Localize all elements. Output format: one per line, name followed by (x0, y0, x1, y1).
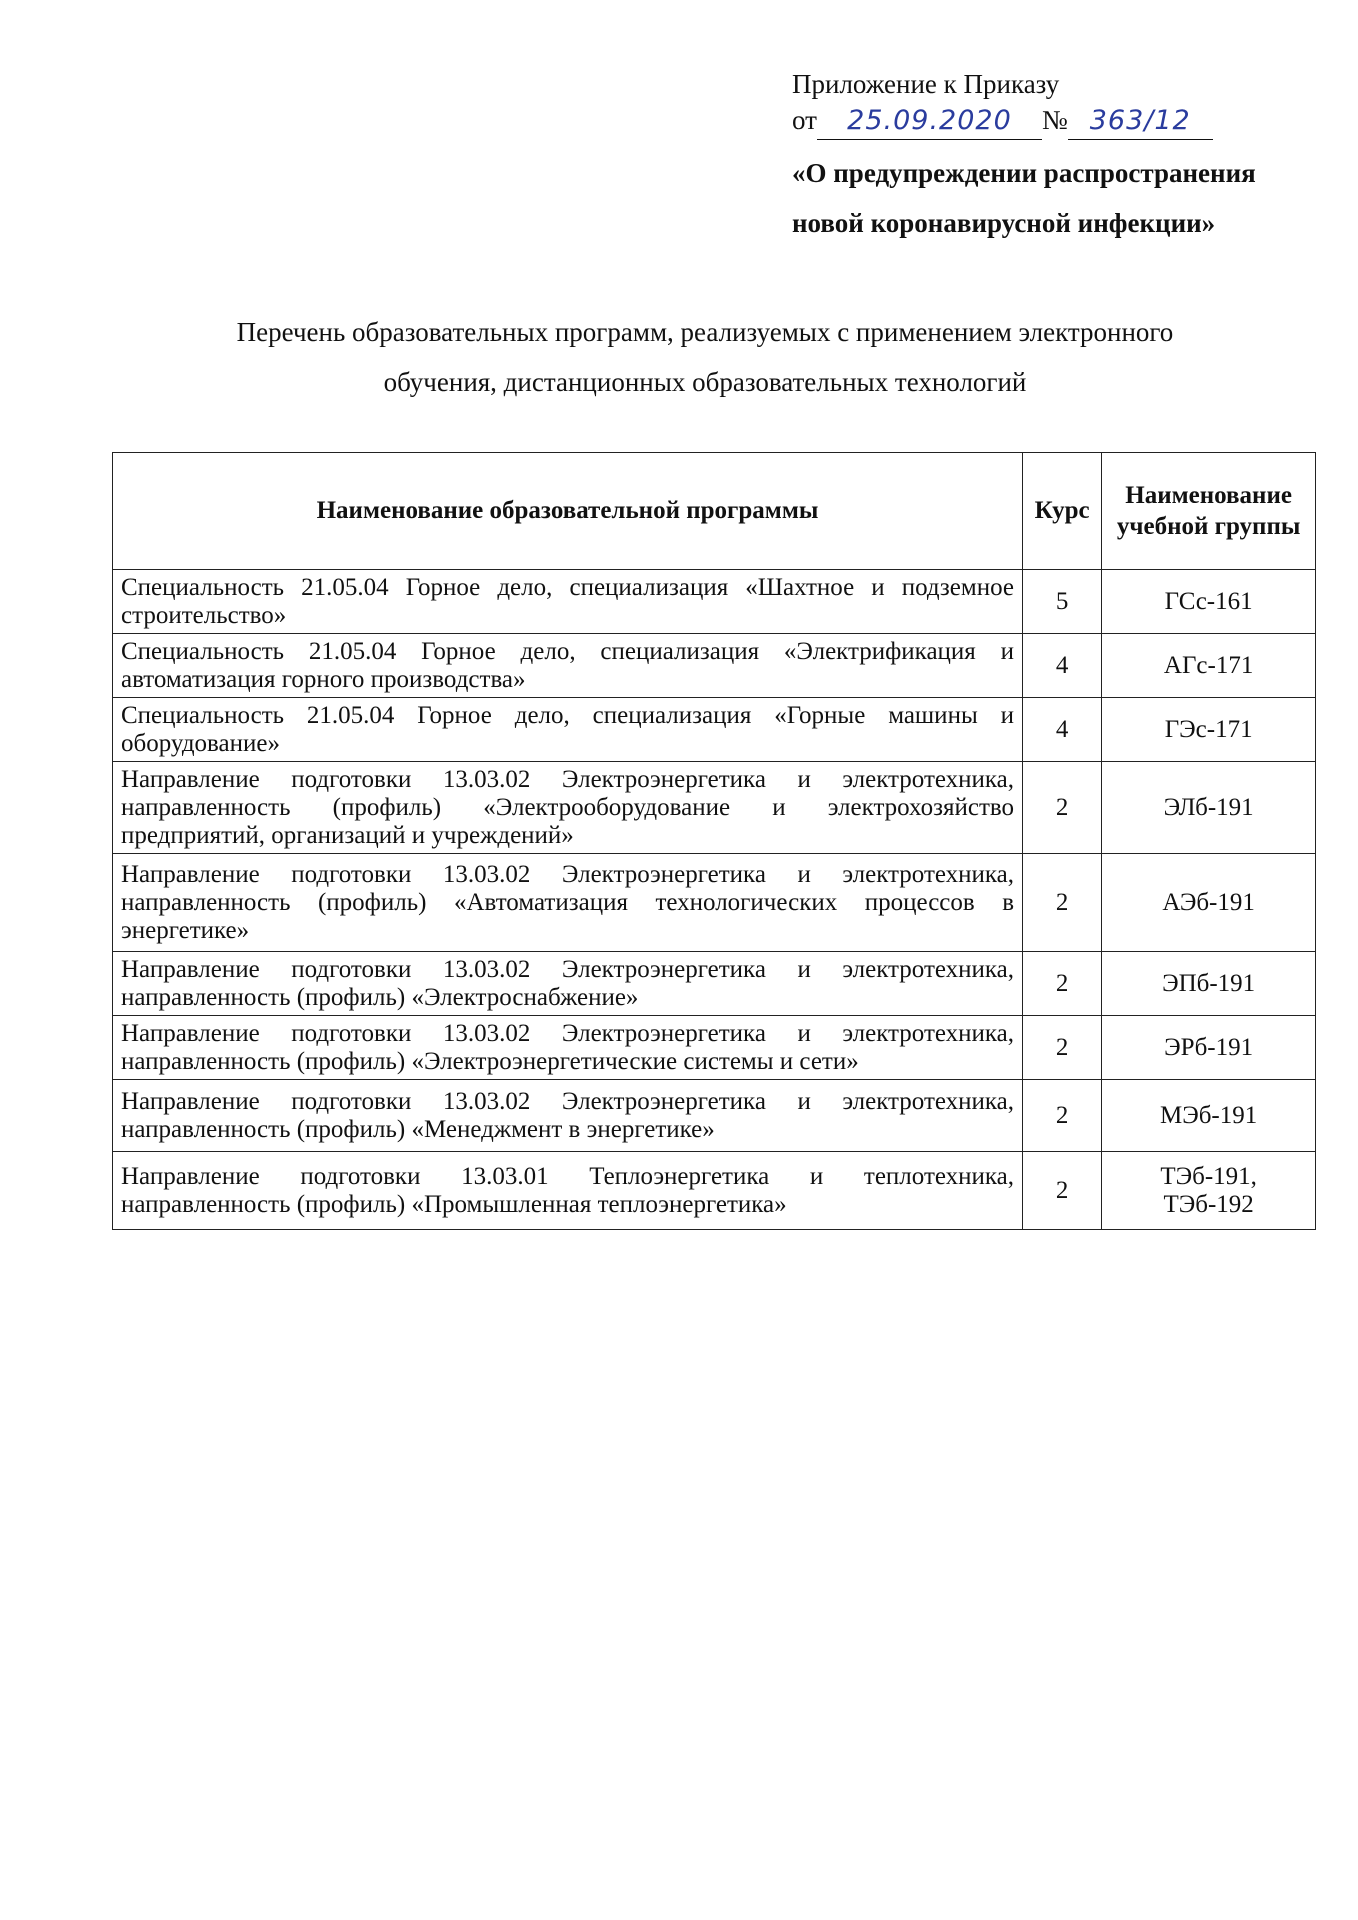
program-cell: Направление подготовки 13.03.01 Теплоэнергетика и теплотехника, направленность (профиль) «Промышленная теплоэнергетика» (113, 1152, 1023, 1230)
program-cell: Направление подготовки 13.03.02 Электроэнергетика и электротехника, направленность (профиль) «Автоматизация технологических процессов в энергетике» (113, 854, 1023, 952)
table-row (113, 570, 1316, 634)
program-cell: Специальность 21.05.04 Горное дело, специализация «Шахтное и подземное строительство» (113, 570, 1023, 634)
table-row (113, 1152, 1316, 1230)
course-cell: 5 (1023, 570, 1102, 634)
table-row (113, 634, 1316, 698)
group-cell (1102, 570, 1316, 634)
appendix-label: Приложение к Приказу (792, 69, 1060, 99)
subject-line-1: «О предупреждении распространения (792, 158, 1256, 188)
program-cell: Специальность 21.05.04 Горное дело, специализация «Горные машины и оборудование» (113, 698, 1023, 762)
column-header-program: Наименование образовательной программы (113, 453, 1023, 570)
order-reference (792, 102, 1292, 138)
date-prefix: от (792, 105, 817, 135)
course-cell: 2 (1023, 854, 1102, 952)
title-line-1: Перечень образовательных программ, реализуемых с применением электронного (236, 317, 1174, 347)
group-cell (1102, 1152, 1316, 1230)
group-name: ГСс-161 (1164, 587, 1253, 615)
table-row (113, 952, 1316, 1016)
table-header-row (113, 453, 1316, 570)
programs-table (112, 452, 1316, 1230)
group-cell (1102, 952, 1316, 1016)
group-name: ЭПб-191 (1162, 969, 1256, 997)
course-cell: 2 (1023, 1152, 1102, 1230)
group-name: ЭРб-191 (1164, 1033, 1254, 1061)
course-cell: 2 (1023, 1080, 1102, 1152)
group-cell (1102, 1080, 1316, 1152)
subject-line-2: новой коронавирусной инфекции» (792, 208, 1216, 238)
group-name: ТЭб-191, (1160, 1162, 1257, 1190)
title-line-2: обучения, дистанционных образовательных технологий (383, 367, 1027, 397)
course-cell: 2 (1023, 762, 1102, 854)
program-cell: Специальность 21.05.04 Горное дело, специализация «Электрификация и автоматизация горного производства» (113, 634, 1023, 698)
order-subject (792, 148, 1292, 248)
table-row (113, 762, 1316, 854)
program-cell: Направление подготовки 13.03.02 Электроэнергетика и электротехника, направленность (профиль) «Электрооборудование и электрохозяйство предприятий, организаций и учреждений» (113, 762, 1023, 854)
document-title (90, 307, 1320, 407)
order-header (792, 66, 1292, 248)
column-header-group: Наименование учебной группы (1102, 453, 1316, 570)
group-cell (1102, 854, 1316, 952)
course-cell: 2 (1023, 952, 1102, 1016)
number-prefix: № (1041, 105, 1068, 135)
handwritten-number: 363/12 (1068, 103, 1213, 140)
table-row (113, 1080, 1316, 1152)
course-cell: 4 (1023, 698, 1102, 762)
course-cell: 2 (1023, 1016, 1102, 1080)
group-cell (1102, 762, 1316, 854)
column-header-course: Курс (1023, 453, 1102, 570)
group-name: ТЭб-192 (1163, 1190, 1254, 1218)
table-row (113, 698, 1316, 762)
group-name: АГс-171 (1163, 651, 1254, 679)
group-cell (1102, 634, 1316, 698)
group-cell (1102, 698, 1316, 762)
program-cell: Направление подготовки 13.03.02 Электроэнергетика и электротехника, направленность (профиль) «Электроэнергетические системы и сети» (113, 1016, 1023, 1080)
table-row (113, 1016, 1316, 1080)
course-cell: 4 (1023, 634, 1102, 698)
group-name: АЭб-191 (1162, 888, 1255, 916)
program-cell: Направление подготовки 13.03.02 Электроэнергетика и электротехника, направленность (профиль) «Менеджмент в энергетике» (113, 1080, 1023, 1152)
group-name: ЭЛб-191 (1163, 793, 1254, 821)
handwritten-date: 25.09.2020 (817, 103, 1042, 140)
table-row (113, 854, 1316, 952)
program-cell: Направление подготовки 13.03.02 Электроэнергетика и электротехника, направленность (профиль) «Электроснабжение» (113, 952, 1023, 1016)
group-name: ГЭс-171 (1164, 715, 1253, 743)
group-cell (1102, 1016, 1316, 1080)
group-name: МЭб-191 (1159, 1101, 1258, 1129)
